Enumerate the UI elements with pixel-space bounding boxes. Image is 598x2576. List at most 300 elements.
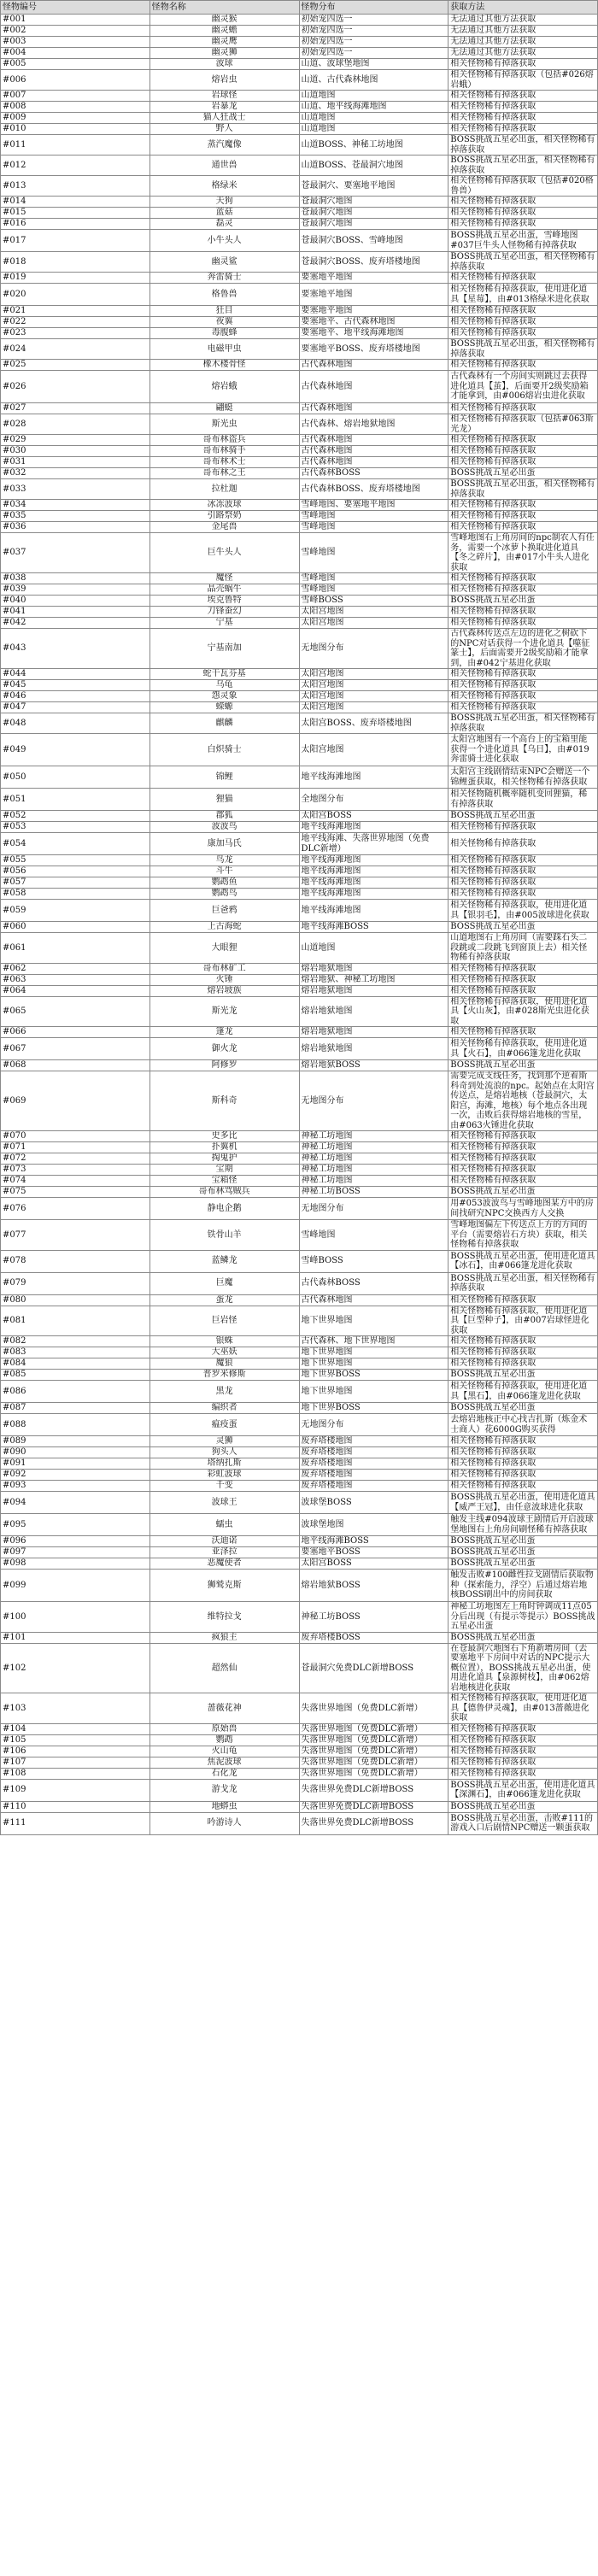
monster-method-cell: 相关怪物稀有掉落获取	[448, 1447, 598, 1458]
monster-name-cell: 火锤	[150, 974, 299, 985]
table-row	[1, 273, 598, 284]
table-row	[1, 15, 598, 26]
monster-id-cell: #044	[1, 669, 150, 680]
monster-name-cell: 白炽骑士	[150, 734, 299, 766]
monster-id-cell: #034	[1, 500, 150, 511]
monster-id-cell: #042	[1, 618, 150, 629]
table-row	[1, 1336, 598, 1347]
monster-id-cell: #064	[1, 985, 150, 996]
monster-id-cell: #001	[1, 15, 150, 26]
monster-name-cell: 岩球怪	[150, 91, 299, 102]
monster-distribution-cell: 古代森林地图	[299, 403, 448, 414]
monster-distribution-cell: 古代森林地图	[299, 371, 448, 403]
monster-distribution-cell: 初始宠四选一	[299, 48, 448, 59]
monster-id-cell: #043	[1, 629, 150, 669]
monster-method-cell: 太阳宫地图有一个高台上的宝箱里能获得一个进化道具【乌日】，由#019奔雷骑士进化获取	[448, 734, 598, 766]
monster-id-cell: #004	[1, 48, 150, 59]
monster-method-cell: BOSS挑战五星必出蛋	[448, 468, 598, 479]
monster-method-cell: 相关怪物稀有掉落获取	[448, 1142, 598, 1153]
monster-distribution-cell: 古代森林地图	[299, 1294, 448, 1306]
monster-name-cell: 宁基南加	[150, 629, 299, 669]
monster-method-cell: BOSS挑战五星必出蛋	[448, 1403, 598, 1414]
table-row	[1, 91, 598, 102]
monster-method-cell: 相关怪物稀有掉落获取	[448, 208, 598, 219]
table-row	[1, 922, 598, 933]
monster-name-cell: 橡木楼骨怪	[150, 360, 299, 371]
monster-method-cell: 相关怪物稀有掉落获取，使用进化道具【银羽毛】，由#005波球进化获取	[448, 900, 598, 922]
monster-name-cell: 熔岩蛾	[150, 371, 299, 403]
monster-name-cell: 火山龟	[150, 1746, 299, 1757]
monster-name-cell: 恶魔使者	[150, 1558, 299, 1570]
header-row	[1, 1, 598, 15]
table-row	[1, 1381, 598, 1403]
monster-method-cell: 相关怪物稀有掉落获取	[448, 680, 598, 691]
monster-name-cell: 蓝鳞龙	[150, 1250, 299, 1272]
table-row	[1, 1734, 598, 1746]
monster-distribution-cell: 太阳宫BOSS	[299, 811, 448, 822]
monster-distribution-cell: 初始宠四选一	[299, 37, 448, 48]
monster-name-cell: 铁骨山羊	[150, 1220, 299, 1251]
monster-name-cell: 吟游诗人	[150, 1812, 299, 1834]
monster-id-cell: #079	[1, 1272, 150, 1294]
monster-method-cell: 太阳宫主线剧情结束NPC会赠送一个锦鲤蛋获取，相关怪物稀有掉落获取	[448, 766, 598, 789]
monster-id-cell: #026	[1, 371, 150, 403]
table-row	[1, 446, 598, 457]
table-row	[1, 1038, 598, 1060]
monster-method-cell: BOSS挑战五星必出蛋	[448, 1370, 598, 1381]
table-row	[1, 900, 598, 922]
monster-name-cell: 超然仙	[150, 1643, 299, 1693]
monster-method-cell: 相关怪物稀有掉落获取	[448, 1153, 598, 1165]
monster-name-cell: 蔷薇花神	[150, 1693, 299, 1724]
table-row	[1, 1403, 598, 1414]
monster-id-cell: #060	[1, 922, 150, 933]
monster-name-cell: 鸟龙	[150, 855, 299, 866]
table-row	[1, 1458, 598, 1470]
monster-name-cell: 毒腹蜂	[150, 328, 299, 339]
table-row	[1, 702, 598, 713]
monster-id-cell: #073	[1, 1165, 150, 1176]
monster-name-cell: 哥布林之王	[150, 468, 299, 479]
monster-method-cell: BOSS挑战五星必出蛋	[448, 811, 598, 822]
monster-distribution-cell: 地下世界地图	[299, 1347, 448, 1358]
monster-id-cell: #054	[1, 833, 150, 855]
table-row	[1, 1470, 598, 1481]
monster-method-cell: 相关怪物稀有掉落获取	[448, 1027, 598, 1038]
monster-distribution-cell: 山道地图	[299, 113, 448, 124]
monster-name-cell: 冰冻波球	[150, 500, 299, 511]
monster-method-cell: 相关怪物稀有掉落获取	[448, 317, 598, 328]
monster-id-cell: #024	[1, 339, 150, 360]
monster-distribution-cell: 古代森林BOSS、废弃塔楼地图	[299, 479, 448, 500]
monster-id-cell: #108	[1, 1768, 150, 1779]
monster-name-cell: 蒸汽魔像	[150, 135, 299, 155]
monster-method-cell: 相关怪物稀有掉落获取（包括#026熔岩蛾）	[448, 70, 598, 91]
monster-distribution-cell: 地下世界地图	[299, 1381, 448, 1403]
monster-method-cell: 相关怪物稀有掉落获取	[448, 91, 598, 102]
monster-method-cell: 相关怪物稀有掉落获取	[448, 522, 598, 533]
header-id: 怪物编号	[1, 1, 150, 15]
monster-distribution-cell: 废弃塔楼地图	[299, 1436, 448, 1447]
monster-name-cell: 狂目	[150, 306, 299, 317]
monster-distribution-cell: 地下世界BOSS	[299, 1370, 448, 1381]
monster-name-cell: 幽灵鹰	[150, 37, 299, 48]
monster-distribution-cell: 古代森林地图	[299, 457, 448, 468]
monster-id-cell: #028	[1, 414, 150, 435]
monster-id-cell: #076	[1, 1198, 150, 1220]
monster-distribution-cell: 失落世界免费DLC新增BOSS	[299, 1779, 448, 1801]
monster-distribution-cell: 波球堡BOSS	[299, 1492, 448, 1514]
monster-id-cell: #071	[1, 1142, 150, 1153]
monster-method-cell: 用#053波波鸟与雪峰地图某方中的房间找研究NPC交换西方人交换	[448, 1198, 598, 1220]
monster-distribution-cell: 熔岩地狱BOSS	[299, 1570, 448, 1602]
monster-method-cell: 相关怪物稀有掉落获取	[448, 306, 598, 317]
monster-id-cell: #109	[1, 1779, 150, 1801]
table-row	[1, 479, 598, 500]
monster-id-cell: #051	[1, 789, 150, 811]
monster-id-cell: #092	[1, 1470, 150, 1481]
monster-name-cell: 鹦鹉鸟	[150, 889, 299, 900]
monster-id-cell: #090	[1, 1447, 150, 1458]
monster-distribution-cell: 要塞地平BOSS、废弃塔楼地图	[299, 339, 448, 360]
monster-id-cell: #087	[1, 1403, 150, 1414]
monster-method-cell: 相关怪物稀有掉落获取	[448, 197, 598, 208]
monster-id-cell: #066	[1, 1027, 150, 1038]
monster-id-cell: #057	[1, 877, 150, 889]
monster-distribution-cell: 神秘工坊地图	[299, 1142, 448, 1153]
table-row	[1, 403, 598, 414]
monster-distribution-cell: 雪峰BOSS	[299, 596, 448, 607]
monster-id-cell: #105	[1, 1734, 150, 1746]
table-row	[1, 680, 598, 691]
monster-distribution-cell: 神秘工坊BOSS	[299, 1187, 448, 1198]
table-row	[1, 468, 598, 479]
table-row	[1, 1187, 598, 1198]
monster-method-cell: 相关怪物稀有掉落获取	[448, 584, 598, 596]
table-row	[1, 596, 598, 607]
monster-name-cell: 晶壳蜗牛	[150, 584, 299, 596]
table-row	[1, 371, 598, 403]
monster-id-cell: #003	[1, 37, 150, 48]
table-row	[1, 252, 598, 273]
table-row	[1, 59, 598, 70]
table-row	[1, 500, 598, 511]
monster-id-cell: #099	[1, 1570, 150, 1602]
monster-name-cell: 天狗	[150, 197, 299, 208]
monster-id-cell: #017	[1, 230, 150, 252]
monster-method-cell: 相关怪物稀有掉落获取	[448, 1347, 598, 1358]
table-row	[1, 1347, 598, 1358]
monster-name-cell: 幽灵猴	[150, 15, 299, 26]
monster-name-cell: 拉杜迦	[150, 479, 299, 500]
monster-method-cell: BOSS挑战五星必出蛋	[448, 596, 598, 607]
table-row	[1, 1220, 598, 1251]
table-row	[1, 1414, 598, 1436]
monster-method-cell: 神秘工坊地图左上角时钟调成11点05分后出现（有提示等提示）BOSS挑战五星必出蛋	[448, 1602, 598, 1633]
monster-id-cell: #032	[1, 468, 150, 479]
table-row	[1, 1757, 598, 1768]
monster-method-cell: 相关怪物稀有掉落获取	[448, 328, 598, 339]
monster-distribution-cell: 失落世界免费DLC新增BOSS	[299, 1801, 448, 1812]
monster-method-cell: BOSS挑战五星必出蛋，相关怪物稀有掉落获取	[448, 479, 598, 500]
monster-name-cell: 宝箱怪	[150, 1176, 299, 1187]
monster-method-cell: 相关怪物稀有掉落获取	[448, 1481, 598, 1492]
monster-method-cell: 相关怪物稀有掉落获取，使用进化道具【火石】，由#066篷龙进化获取	[448, 1038, 598, 1060]
monster-method-cell: BOSS挑战五星必出蛋	[448, 1536, 598, 1547]
monster-distribution-cell: 失落世界地图（免费DLC新增）	[299, 1734, 448, 1746]
monster-method-cell: 相关怪物稀有掉落获取	[448, 963, 598, 974]
monster-name-cell: 宁基	[150, 618, 299, 629]
table-row	[1, 822, 598, 833]
monster-distribution-cell: 地平线海滩BOSS	[299, 1536, 448, 1547]
monster-distribution-cell: 废弃塔楼BOSS	[299, 1632, 448, 1643]
monster-name-cell: 疯狼主	[150, 1632, 299, 1643]
monster-name-cell: 小牛头人	[150, 230, 299, 252]
monster-id-cell: #018	[1, 252, 150, 273]
monster-name-cell: 静电企鹅	[150, 1198, 299, 1220]
monster-name-cell: 哥布林矿工	[150, 963, 299, 974]
monster-method-cell: 相关怪物稀有掉落获取	[448, 446, 598, 457]
monster-distribution-cell: 要塞地平BOSS	[299, 1547, 448, 1558]
table-row	[1, 208, 598, 219]
monster-id-cell: #015	[1, 208, 150, 219]
monster-name-cell: 翩蜓	[150, 403, 299, 414]
monster-method-cell: 相关怪物稀有掉落获取	[448, 877, 598, 889]
monster-id-cell: #014	[1, 197, 150, 208]
monster-method-cell: 需要完成支线任务，找到那个逆着斯科奇到处流浪的npc。起始点在太阳宫传送点，是熔岩地核（苍最洞穴，太阳宫，海滩，地核）每个地点各出现一次，击败后获得熔岩地核的雪星，由#063火锤进化获取	[448, 1071, 598, 1131]
monster-name-cell: 地蟒虫	[150, 1801, 299, 1812]
monster-name-cell: 石化龙	[150, 1768, 299, 1779]
monster-distribution-cell: 初始宠四选一	[299, 15, 448, 26]
monster-method-cell: 相关怪物稀有掉落获取	[448, 822, 598, 833]
monster-distribution-cell: 失落世界地图（免费DLC新增）	[299, 1723, 448, 1734]
table-row	[1, 1481, 598, 1492]
table-row	[1, 1779, 598, 1801]
table-row	[1, 360, 598, 371]
monster-method-cell: 雪峰地图偏左下传送点上方的方间的平台（需要熔岩石方块）获取，相关怪物稀有掉落获取	[448, 1220, 598, 1251]
monster-method-cell: 在苍最洞穴地图右下角新增房间（去要塞地平下房间中对话的NPC提示大概位置），BOSS挑战五星必出蛋，使用进化道具【泉源树枝】，由#062熔岩地核进化获取	[448, 1643, 598, 1693]
monster-method-cell: BOSS挑战五星必出蛋	[448, 1558, 598, 1570]
monster-name-cell: 哥布林盗兵	[150, 435, 299, 446]
table-row	[1, 339, 598, 360]
monster-method-cell: BOSS挑战五星必出蛋，相关怪物稀有掉落获取	[448, 155, 598, 176]
monster-method-cell: 相关怪物稀有掉落获取	[448, 1165, 598, 1176]
monster-id-cell: #082	[1, 1336, 150, 1347]
monster-distribution-cell: 地平线海滩地图	[299, 877, 448, 889]
monster-method-cell: BOSS挑战五星必出蛋	[448, 1060, 598, 1071]
monster-name-cell: 康加马氏	[150, 833, 299, 855]
monster-method-cell: 相关怪物稀有掉落获取	[448, 124, 598, 135]
monster-distribution-cell: 古代森林、熔岩地狱地图	[299, 414, 448, 435]
monster-name-cell: 怨灵象	[150, 691, 299, 702]
table-row	[1, 713, 598, 734]
monster-id-cell: #031	[1, 457, 150, 468]
table-row	[1, 306, 598, 317]
monster-id-cell: #095	[1, 1514, 150, 1536]
monster-name-cell: 阿修罗	[150, 1060, 299, 1071]
monster-distribution-cell: 波球堡地图	[299, 1514, 448, 1536]
monster-distribution-cell: 废弃塔楼地图	[299, 1470, 448, 1481]
monster-distribution-cell: 雪峰地图	[299, 522, 448, 533]
monster-id-cell: #107	[1, 1757, 150, 1768]
monster-id-cell: #083	[1, 1347, 150, 1358]
monster-distribution-cell: 太阳宫地图	[299, 680, 448, 691]
monster-id-cell: #019	[1, 273, 150, 284]
monster-distribution-cell: 无地图分布	[299, 1198, 448, 1220]
monster-distribution-cell: 熔岩地狱地图	[299, 985, 448, 996]
monster-name-cell: 奔雷骑士	[150, 273, 299, 284]
table-row	[1, 1514, 598, 1536]
monster-distribution-cell: 苍最洞穴地图	[299, 208, 448, 219]
monster-id-cell: #047	[1, 702, 150, 713]
monster-name-cell: 岩暴龙	[150, 102, 299, 113]
monster-name-cell: 巨魔	[150, 1272, 299, 1294]
monster-name-cell: 斯光龙	[150, 996, 299, 1027]
monster-id-cell: #080	[1, 1294, 150, 1306]
monster-id-cell: #078	[1, 1250, 150, 1272]
monster-distribution-cell: 太阳宫地图	[299, 691, 448, 702]
table-row	[1, 533, 598, 573]
monster-method-cell: BOSS挑战五星必出蛋，相关怪物稀有掉落获取	[448, 713, 598, 734]
monster-id-cell: #007	[1, 91, 150, 102]
monster-method-cell: 触发击败#100雌性拉戈剧情后获取物种（探索能力，浮空）后通过熔岩地核BOSS刷出中的房间获取	[448, 1570, 598, 1602]
monster-distribution-cell: 废弃塔楼地图	[299, 1481, 448, 1492]
monster-name-cell: 狗头人	[150, 1447, 299, 1458]
monster-name-cell: 斯科奇	[150, 1071, 299, 1131]
monster-distribution-cell: 地平线海滩地图	[299, 822, 448, 833]
monster-distribution-cell: 古代森林地图	[299, 435, 448, 446]
monster-distribution-cell: 古代森林、地下世界地图	[299, 1336, 448, 1347]
table-row	[1, 102, 598, 113]
monster-distribution-cell: 要塞地平地图	[299, 306, 448, 317]
monster-name-cell: 格鲁兽	[150, 284, 299, 306]
monster-id-cell: #067	[1, 1038, 150, 1060]
monster-id-cell: #012	[1, 155, 150, 176]
table-row	[1, 1693, 598, 1724]
table-row	[1, 230, 598, 252]
table-row	[1, 414, 598, 435]
monster-distribution-cell: 山道地图	[299, 91, 448, 102]
monster-distribution-cell: 苍最洞穴、要塞地平地图	[299, 176, 448, 197]
monster-method-cell: 相关怪物稀有掉落获取	[448, 500, 598, 511]
monster-name-cell: 斯光虫	[150, 414, 299, 435]
monster-distribution-cell: 熔岩地狱地图	[299, 1038, 448, 1060]
table-row	[1, 1632, 598, 1643]
monster-method-cell: 相关怪物稀有掉落获取	[448, 435, 598, 446]
table-row	[1, 176, 598, 197]
monster-name-cell: 狮鹫克斯	[150, 1570, 299, 1602]
monster-id-cell: #061	[1, 933, 150, 964]
monster-name-cell: 巨爸鸦	[150, 900, 299, 922]
monster-distribution-cell: 太阳宫BOSS	[299, 1558, 448, 1570]
table-body	[1, 15, 598, 1835]
table-row	[1, 789, 598, 811]
monster-name-cell: 幽灵狮	[150, 48, 299, 59]
monster-id-cell: #013	[1, 176, 150, 197]
monster-distribution-cell: 山道地图	[299, 933, 448, 964]
monster-method-cell: 相关怪物稀有掉落获取	[448, 889, 598, 900]
monster-distribution-cell: 古代森林BOSS	[299, 468, 448, 479]
monster-distribution-cell: 熔岩地狱地图	[299, 1027, 448, 1038]
monster-distribution-cell: 古代森林BOSS	[299, 1272, 448, 1294]
monster-method-cell: BOSS挑战五星必出蛋，雪峰地图#037巨牛头人怪物稀有掉落获取	[448, 230, 598, 252]
monster-name-cell: 魔怪	[150, 573, 299, 584]
monster-method-cell: 相关怪物稀有掉落获取	[448, 457, 598, 468]
table-row	[1, 691, 598, 702]
monster-distribution-cell: 古代森林地图	[299, 360, 448, 371]
monster-id-cell: #106	[1, 1746, 150, 1757]
monster-method-cell: 相关怪物稀有掉落获取	[448, 1436, 598, 1447]
monster-method-cell: BOSS挑战五星必出蛋，使用进化道具【深渊石】，由#066篷龙进化获取	[448, 1779, 598, 1801]
monster-distribution-cell: 初始宠四选一	[299, 26, 448, 37]
monster-id-cell: #049	[1, 734, 150, 766]
monster-name-cell: 乌龟	[150, 680, 299, 691]
header-method: 获取方法	[448, 1, 598, 15]
table-row	[1, 1447, 598, 1458]
monster-name-cell: 焦泥波球	[150, 1757, 299, 1768]
monster-method-cell: 相关怪物稀有掉落获取	[448, 403, 598, 414]
table-row	[1, 1812, 598, 1834]
monster-name-cell: 彩虹波球	[150, 1470, 299, 1481]
monster-id-cell: #103	[1, 1693, 150, 1724]
monster-method-cell: BOSS挑战五星必出蛋，击败#111的游戏入口后剧情NPC赠送一颗蛋获取	[448, 1812, 598, 1834]
monster-method-cell: BOSS挑战五星必出蛋，相关怪物稀有掉落获取	[448, 252, 598, 273]
table-row	[1, 328, 598, 339]
monster-distribution-cell: 熔岩地狱BOSS	[299, 1060, 448, 1071]
table-row	[1, 457, 598, 468]
monster-id-cell: #011	[1, 135, 150, 155]
monster-method-cell: BOSS挑战五星必出蛋，相关怪物稀有掉落获取	[448, 135, 598, 155]
monster-name-cell: 波波鸟	[150, 822, 299, 833]
monster-name-cell: 鹦鹉鱼	[150, 877, 299, 889]
table-row	[1, 734, 598, 766]
monster-method-cell: 相关怪物稀有掉落获取	[448, 1294, 598, 1306]
monster-id-cell: #104	[1, 1723, 150, 1734]
monster-name-cell: 蓝菇	[150, 208, 299, 219]
monster-id-cell: #065	[1, 996, 150, 1027]
monster-id-cell: #081	[1, 1306, 150, 1336]
monster-id-cell: #091	[1, 1458, 150, 1470]
monster-id-cell: #041	[1, 607, 150, 618]
monster-name-cell: 夜翼	[150, 317, 299, 328]
monster-id-cell: #025	[1, 360, 150, 371]
monster-id-cell: #052	[1, 811, 150, 822]
monster-distribution-cell: 太阳宫地图	[299, 607, 448, 618]
monster-id-cell: #039	[1, 584, 150, 596]
monster-method-cell: BOSS挑战五星必出蛋	[448, 922, 598, 933]
monster-method-cell: BOSS挑战五星必出蛋，相关怪物稀有掉落获取	[448, 1272, 598, 1294]
monster-method-cell: BOSS挑战五星必出蛋，相关怪物稀有掉落获取	[448, 339, 598, 360]
monster-method-cell: 相关怪物稀有掉落获取	[448, 1176, 598, 1187]
monster-name-cell: 银蛛	[150, 1336, 299, 1347]
table-row	[1, 197, 598, 208]
table-row	[1, 1294, 598, 1306]
monster-distribution-cell: 太阳宫地图	[299, 734, 448, 766]
monster-id-cell: #110	[1, 1801, 150, 1812]
monster-method-cell: BOSS挑战五星必出蛋，使用进化道具【威严王冠】，由任意波球进化获取	[448, 1492, 598, 1514]
monster-method-cell: 相关怪物稀有掉落获取	[448, 511, 598, 522]
monster-distribution-cell: 地下世界地图	[299, 1358, 448, 1370]
monster-id-cell: #037	[1, 533, 150, 573]
table-row	[1, 1131, 598, 1142]
monster-name-cell: 野人	[150, 124, 299, 135]
monster-distribution-cell: 雪峰地图、要塞地平地图	[299, 500, 448, 511]
table-row	[1, 1602, 598, 1633]
monster-name-cell: 史多比	[150, 1131, 299, 1142]
monster-name-cell: 猫人狂战士	[150, 113, 299, 124]
monster-name-cell: 熔岩虫	[150, 70, 299, 91]
table-row	[1, 1165, 598, 1176]
